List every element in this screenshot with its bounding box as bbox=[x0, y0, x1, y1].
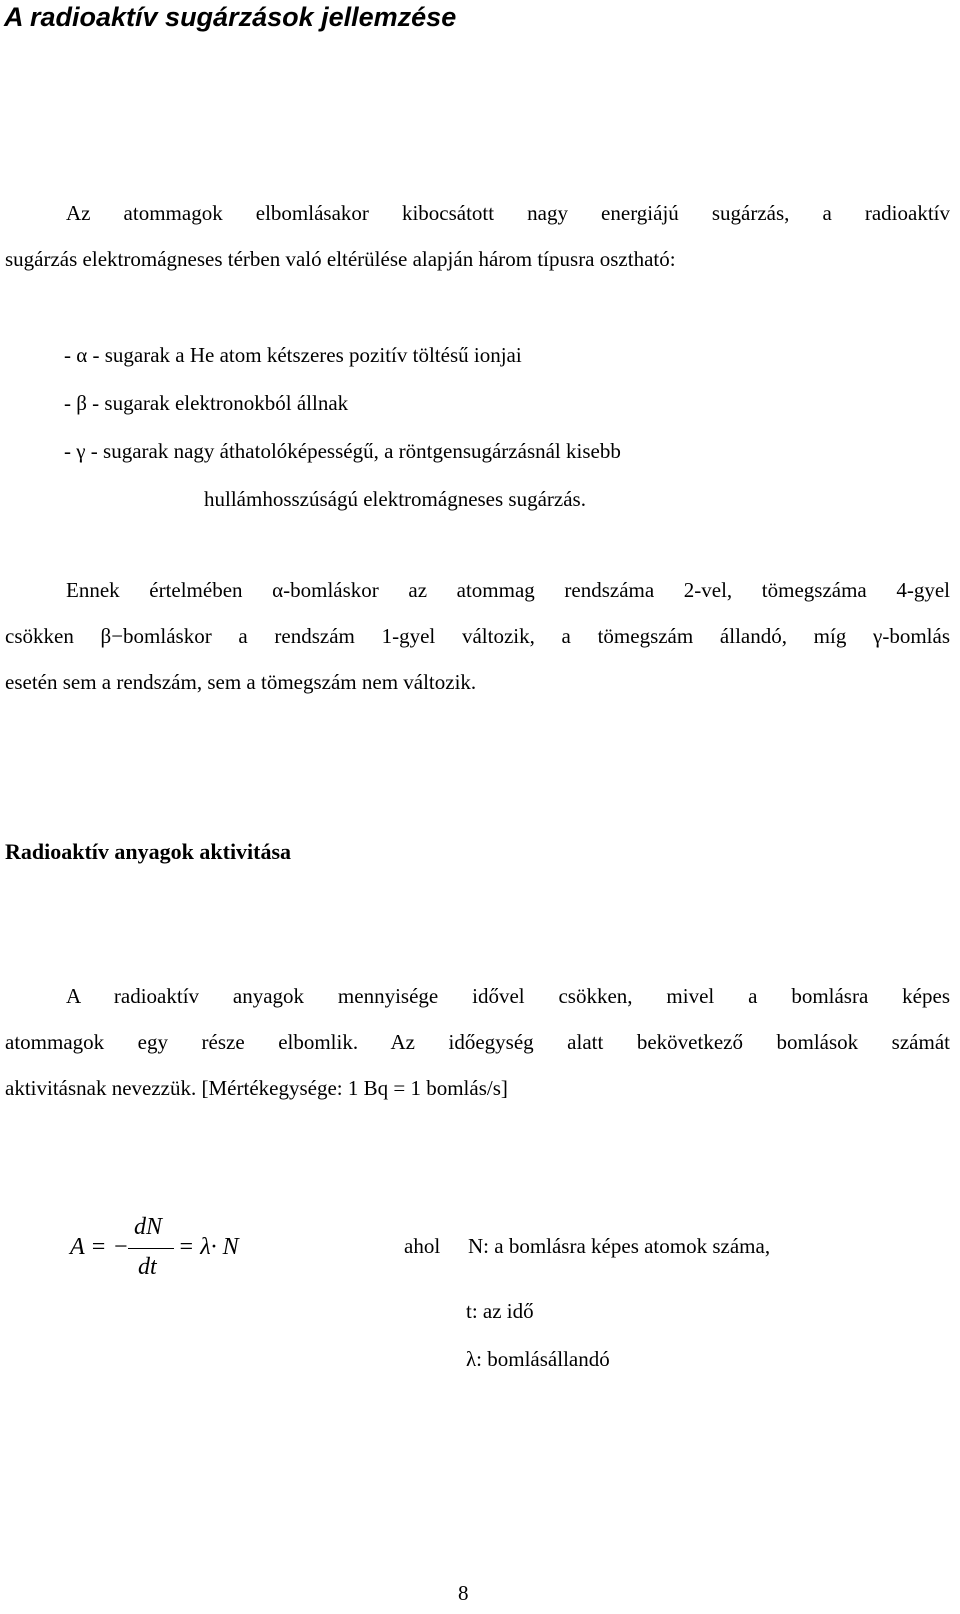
formula-fraction-bar bbox=[128, 1248, 174, 1249]
list-item-alpha: - α - sugarak a He atom kétszeres pozitív töltésű ionjai bbox=[64, 343, 522, 367]
list-item-gamma: - γ - sugarak nagy áthatolóképességű, a röntgensugárzásnál kisebb bbox=[64, 439, 621, 463]
decay-line-3: esetén sem a rendszám, sem a tömegszám nem változik. bbox=[5, 670, 477, 694]
activity-line-1: A radioaktív anyagok mennyisége idővel csökken, mivel a bomlásra képes bbox=[66, 984, 950, 1008]
list-item-gamma-continuation: hullámhosszúságú elektromágneses sugárzás. bbox=[204, 487, 586, 511]
list-item-beta: - β - sugarak elektronokból állnak bbox=[64, 391, 349, 415]
intro-paragraph bbox=[5, 190, 950, 282]
page-title: A radioaktív sugárzások jellemzése bbox=[4, 2, 457, 32]
formula-minus: − bbox=[114, 1234, 128, 1260]
legend-ahol: ahol bbox=[404, 1234, 441, 1258]
formula-numerator: dN bbox=[134, 1214, 163, 1240]
page-number: 8 bbox=[458, 1581, 469, 1605]
activity-formula bbox=[70, 1212, 270, 1284]
activity-line-3: aktivitásnak nevezzük. [Mértékegysége: 1 Bq = 1 bomlás/s] bbox=[5, 1076, 508, 1100]
formula-denominator: dt bbox=[138, 1254, 157, 1280]
formula-lhs: A = bbox=[70, 1234, 107, 1260]
intro-line-1: Az atommagok elbomlásakor kibocsátott nagy energiájú sugárzás, a radioaktív bbox=[66, 201, 950, 225]
activity-paragraph bbox=[5, 973, 950, 1111]
radiation-types-list bbox=[64, 331, 621, 523]
section-heading: Radioaktív anyagok aktivitása bbox=[5, 839, 292, 864]
legend-t: t: az idő bbox=[466, 1299, 534, 1323]
activity-line-2: atommagok egy része elbomlik. Az időegység alatt bekövetkező bomlások számát bbox=[5, 1030, 950, 1054]
intro-line-2: sugárzás elektromágneses térben való eltérülése alapján három típusra osztható: bbox=[5, 247, 676, 271]
decay-line-2: csökken β−bomláskor a rendszám 1-gyel változik, a tömegszám állandó, míg γ-bomlás bbox=[5, 624, 950, 648]
decay-line-1: Ennek értelmében α-bomláskor az atommag rendszáma 2-vel, tömegszáma 4-gyel bbox=[66, 578, 950, 602]
legend-n: N: a bomlásra képes atomok száma, bbox=[468, 1234, 771, 1258]
legend-lambda: λ: bomlásállandó bbox=[466, 1347, 610, 1371]
formula-rhs: = λ· N bbox=[178, 1234, 239, 1260]
decay-paragraph bbox=[5, 567, 950, 705]
